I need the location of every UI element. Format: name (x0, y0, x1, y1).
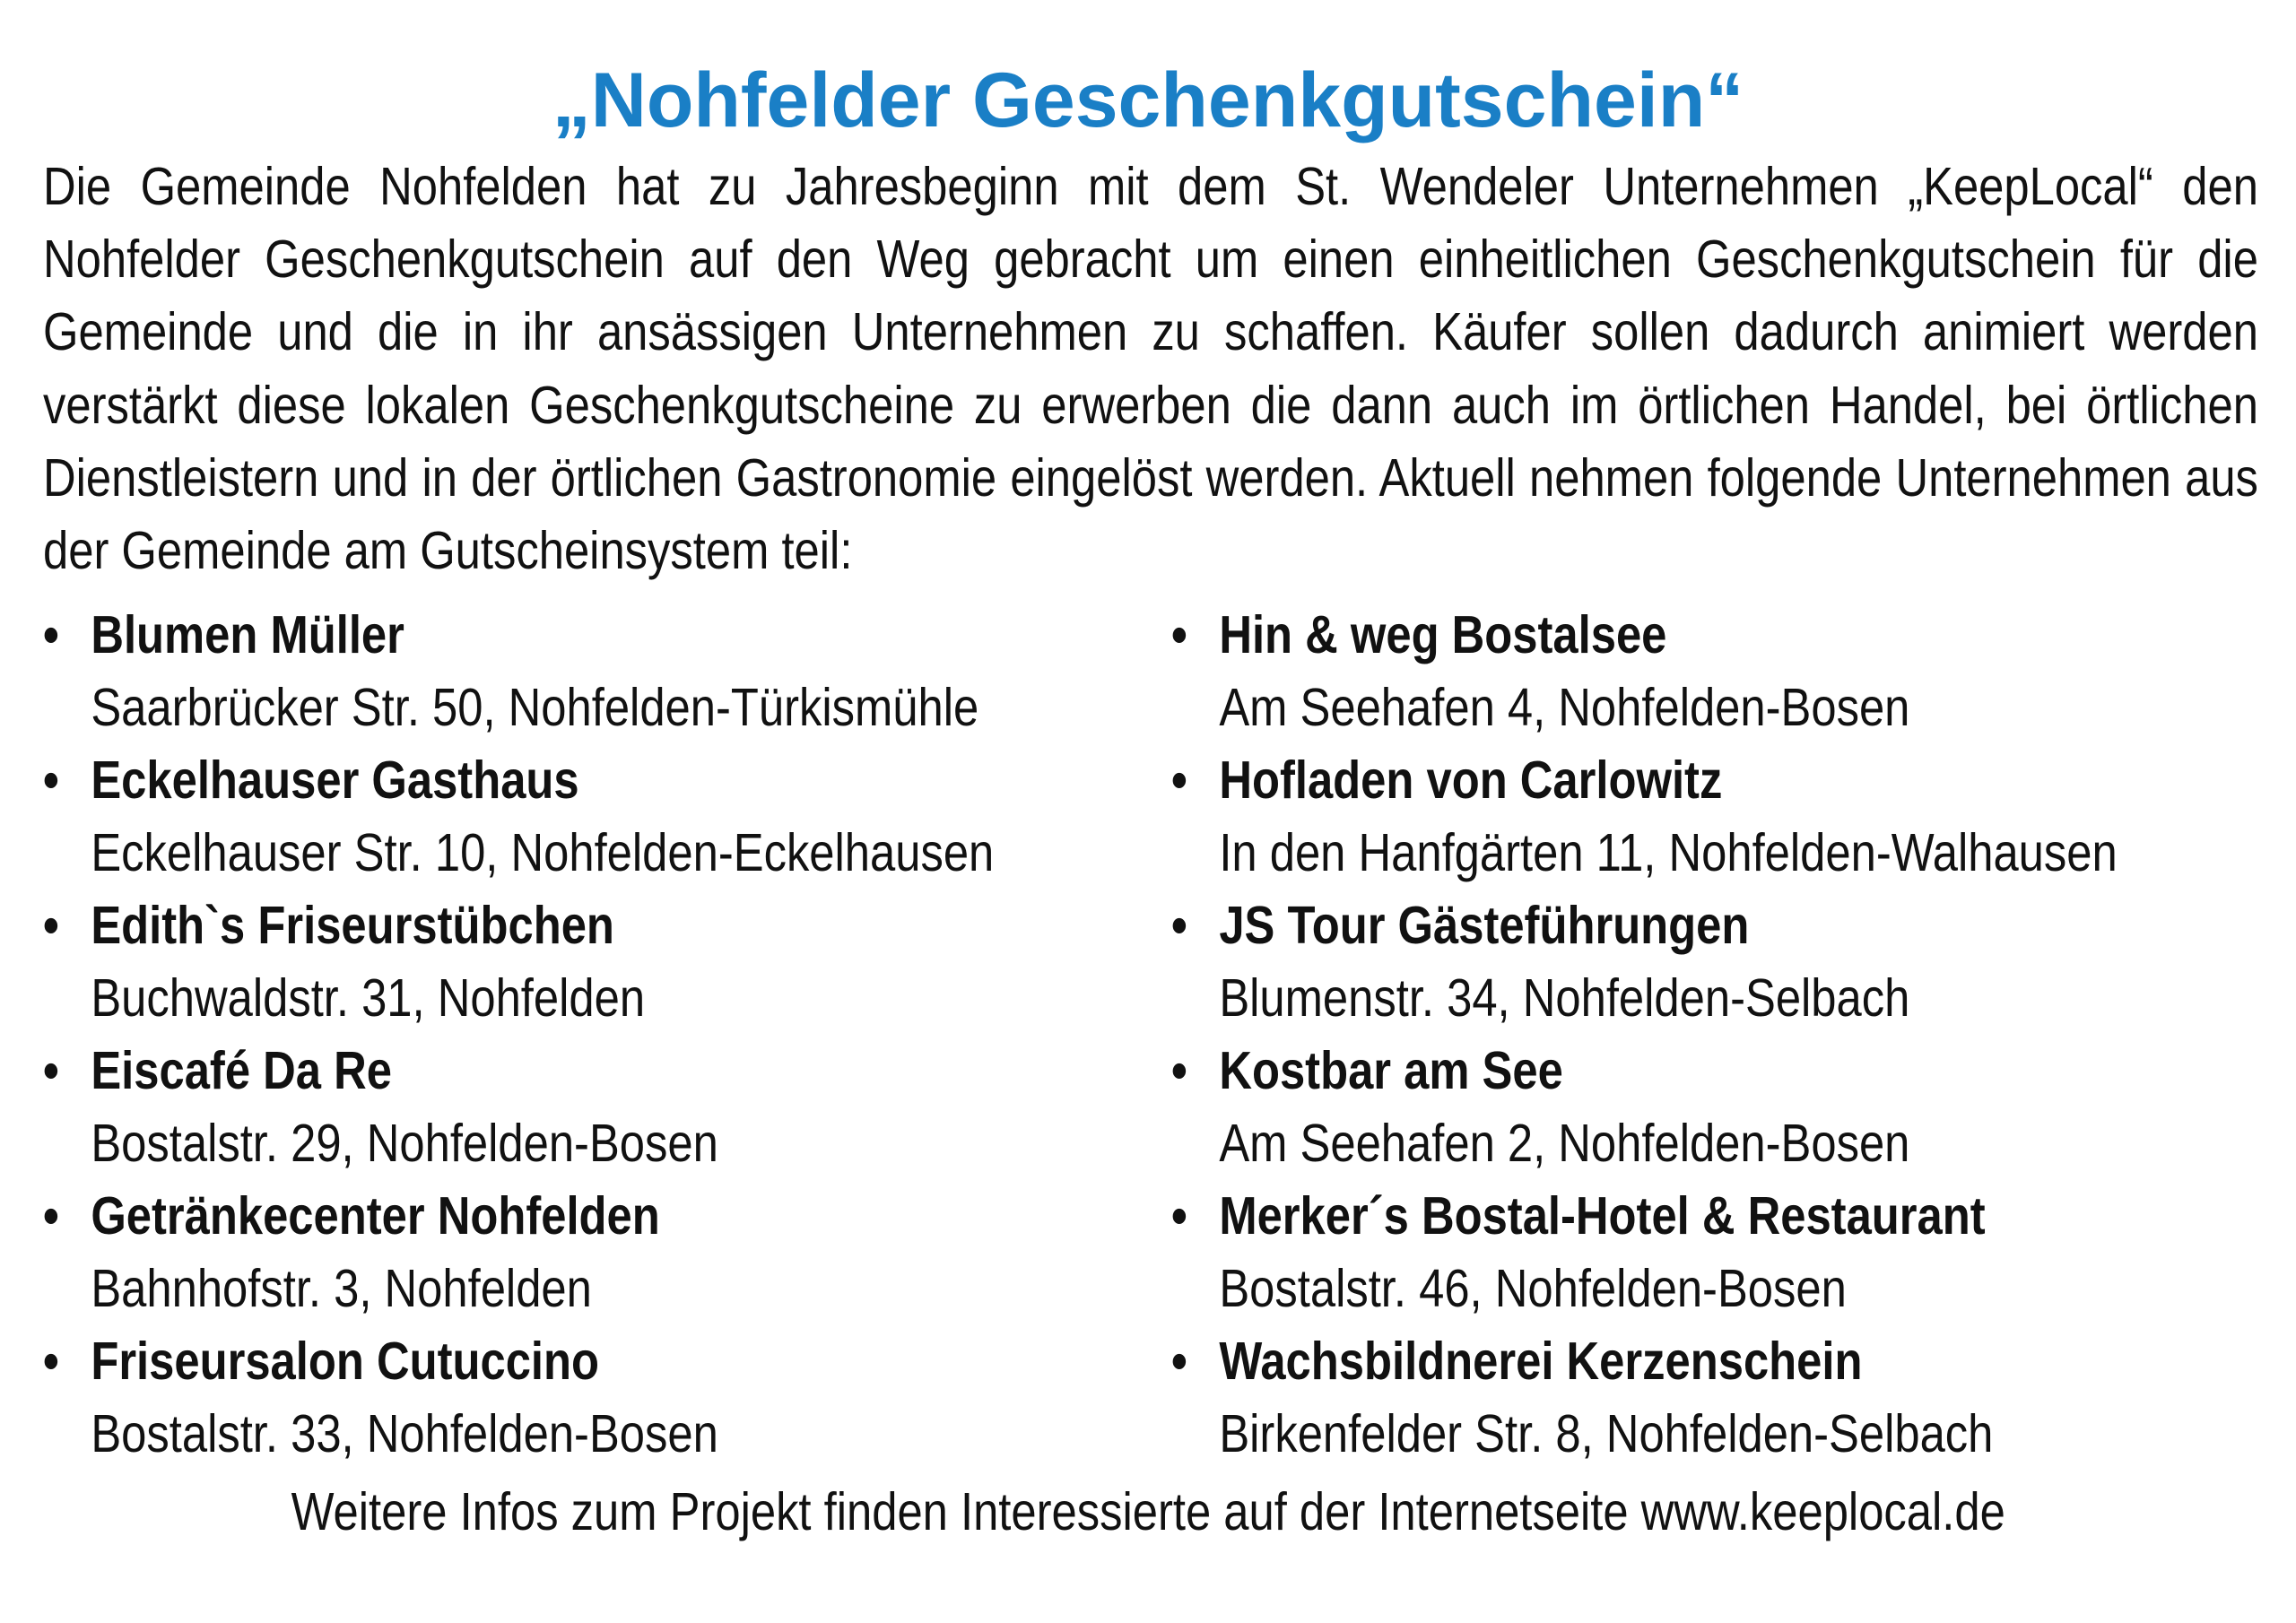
business-name: Getränkecenter Nohfelden (91, 1186, 660, 1245)
bullet-icon: • (1171, 1186, 1187, 1245)
business-name: Hin & weg Bostalsee (1219, 605, 1667, 664)
business-name: Merker´s Bostal-Hotel & Restaurant (1219, 1186, 1986, 1245)
bullet-icon: • (43, 751, 59, 810)
business-address: Birkenfelder Str. 8, Nohfelden-Selbach (1219, 1404, 1994, 1463)
business-address: Bahnhofstr. 3, Nohfelden (91, 1259, 592, 1318)
business-entry (1171, 1325, 2282, 1471)
business-entry (1171, 890, 2282, 1035)
business-address: Am Seehafen 2, Nohfelden-Bosen (1219, 1114, 1910, 1173)
bullet-icon: • (43, 1041, 59, 1100)
business-entry (1171, 744, 2282, 890)
bullet-icon: • (43, 1332, 59, 1391)
business-entry (43, 1035, 999, 1180)
bullet-icon: • (1171, 896, 1187, 955)
bullet-icon: • (43, 1186, 59, 1245)
business-list-right (1171, 599, 2282, 1471)
business-entry (43, 890, 999, 1035)
business-entry (43, 1325, 999, 1471)
business-name: Hofladen von Carlowitz (1219, 751, 1723, 810)
business-entry (1171, 1035, 2282, 1180)
business-name: Wachsbildnerei Kerzenschein (1219, 1332, 1863, 1391)
business-address: Eckelhauser Str. 10, Nohfelden-Eckelhausen (91, 823, 995, 882)
business-address: Saarbrücker Str. 50, Nohfelden-Türkismühle (91, 678, 979, 737)
bullet-icon: • (1171, 1041, 1187, 1100)
business-name: Edith`s Friseurstübchen (91, 896, 614, 955)
business-entry (43, 744, 999, 890)
business-entry (43, 1180, 999, 1325)
business-address: Bostalstr. 29, Nohfelden-Bosen (91, 1114, 718, 1173)
business-name: Eckelhauser Gasthaus (91, 751, 579, 810)
business-entry (1171, 1180, 2282, 1325)
business-address: Buchwaldstr. 31, Nohfelden (91, 968, 646, 1028)
business-address: Bostalstr. 46, Nohfelden-Bosen (1219, 1259, 1847, 1318)
bullet-icon: • (1171, 1332, 1187, 1391)
bullet-icon: • (43, 896, 59, 955)
business-name: Friseursalon Cutuccino (91, 1332, 600, 1391)
business-entry (1171, 599, 2282, 744)
footer-text: Weitere Infos zum Projekt finden Interessierte auf der Internetseite www.keeplocal.de (291, 1482, 2005, 1541)
business-entry (43, 599, 999, 744)
business-address: Am Seehafen 4, Nohfelden-Bosen (1219, 678, 1910, 737)
business-list-left (43, 599, 999, 1471)
page-title: „Nohfelder Geschenkgutschein“ (552, 57, 1744, 143)
bullet-icon: • (1171, 751, 1187, 810)
business-address: Blumenstr. 34, Nohfelden-Selbach (1219, 968, 1910, 1028)
business-name: Blumen Müller (91, 605, 404, 664)
business-name: Kostbar am See (1219, 1041, 1563, 1100)
bullet-icon: • (43, 605, 59, 664)
business-address: In den Hanfgärten 11, Nohfelden-Walhausen (1219, 823, 2118, 882)
business-name: Eiscafé Da Re (91, 1041, 392, 1100)
business-name: JS Tour Gästeführungen (1219, 896, 1750, 955)
business-address: Bostalstr. 33, Nohfelden-Bosen (91, 1404, 718, 1463)
bullet-icon: • (1171, 605, 1187, 664)
intro-paragraph: Die Gemeinde Nohfelden hat zu Jahresbeginn mit dem St. Wendeler Unternehmen „KeepLocal“ den Nohfelder Geschenkgutschein auf den Weg gebracht um einen einheitlichen Geschenkgutschein für die Gemeinde und die in ihr ansässigen Unternehmen zu schaffen. Käufer sollen dadurch animiert werden verstärkt diese lokalen Geschenkgutscheine zu erwerben die dann auch im örtlichen Handel, bei örtlichen Dienstleistern und in der örtlichen Gastronomie eingelöst werden. Aktuell nehmen folgende Unternehmen aus der Gemeinde am Gutscheinsystem teil: (43, 157, 2258, 581)
footer-note (0, 1476, 2296, 1549)
